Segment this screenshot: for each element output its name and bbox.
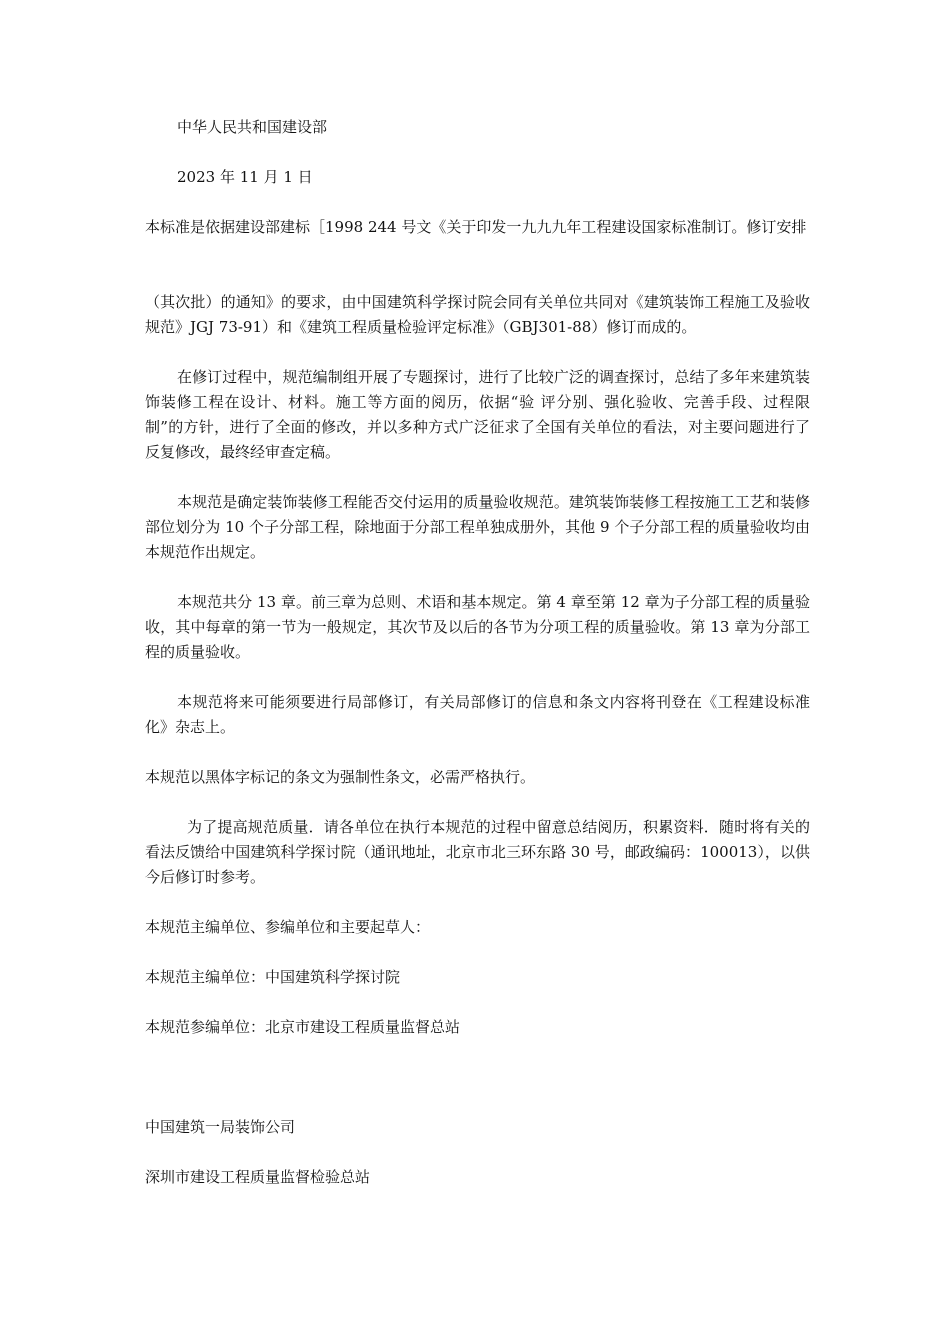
date-line: 2023 年 11 月 1 日 (177, 168, 313, 186)
paragraph-notice: （其次批）的通知》的要求，由中国建筑科学探讨院会同有关单位共同对《建筑装饰工程施工及验收规范》JGJ 73-91）和《建筑工程质量检验评定标准》（GBJ301-88）修订而成的。 (145, 293, 810, 336)
paragraph-co-editor: 本规范参编单位：北京市建设工程质量监督总站 (145, 1018, 461, 1036)
participant-org-1: 中国建筑一局装饰公司 (145, 1118, 296, 1136)
participant-org-2: 深圳市建设工程质量监督检验总站 (145, 1168, 371, 1186)
issuer-line: 中华人民共和国建设部 (177, 118, 328, 136)
paragraph-chief-editor: 本规范主编单位：中国建筑科学探讨院 (145, 968, 401, 986)
paragraph-scope: 本规范是确定装饰装修工程能否交付运用的质量验收规范。建筑装饰装修工程按施工工艺和装修部位划分为 10 个子分部工程，除地面于分部工程单独成册外，其他 9 个子分部工程的质量验收均由本规范作出规定。 (145, 493, 810, 561)
paragraph-feedback: 为了提高规范质量．请各单位在执行本规范的过程中留意总结阅历，积累资料．随时将有关的看法反馈给中国建筑科学探讨院（通讯地址，北京市北三环东路 30 号，邮政编码：100013），以供今后修订时参考。 (145, 818, 810, 886)
paragraph-mandatory-clauses: 本规范以黑体字标记的条文为强制性条文，必需严格执行。 (145, 768, 536, 786)
paragraph-revision-process: 在修订过程中，规范编制组开展了专题探讨，进行了比较广泛的调查探讨，总结了多年来建筑装饰装修工程在设计、材料。施工等方面的阅历，依据“验 评分别、强化验收、完善手段、过程限制”的方针，进行了全面的修改，并以多种方式广泛征求了全国有关单位的看法，对主要问题进行了反复修改，最终经审查定稿。 (145, 368, 810, 461)
paragraph-future-revisions: 本规范将来可能须要进行局部修订，有关局部修订的信息和条文内容将刊登在《工程建设标准化》杂志上。 (145, 693, 810, 736)
paragraph-participants-heading: 本规范主编单位、参编单位和主要起草人： (145, 918, 431, 936)
paragraph-basis: 本标准是依据建设部建标［1998 244 号文《关于印发一九九九年工程建设国家标准制订。修订安排 (145, 218, 807, 236)
paragraph-chapters: 本规范共分 13 章。前三章为总则、术语和基本规定。第 4 章至第 12 章为子分部工程的质量验收，其中每章的第一节为一般规定，其次节及以后的各节为分项工程的质量验收。第 13 章为分部工程的质量验收。 (145, 593, 810, 661)
